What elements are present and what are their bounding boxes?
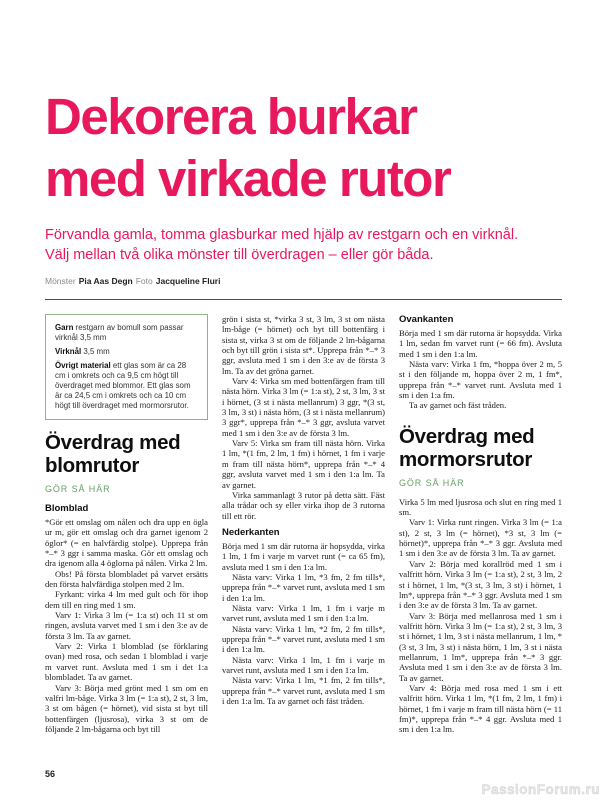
intro-text <box>45 226 562 265</box>
body-text-col1 <box>45 517 208 734</box>
body-paragraph: *Gör ett omslag om nålen och dra upp en ögla ur m, gör ett omslag och dra garnet igenom 2 öglor* (= en halvfärdig stolpe). Upprepa från *–* 3 ggr i samma maska. Gör ett omslag och dra igenom alla 4 öglorna på nålen. Virka 2 lm. <box>45 517 208 569</box>
body-text-mormorsrutor <box>399 497 562 735</box>
credit-pattern-name: Pia Aas Degn <box>78 276 133 286</box>
page-content <box>0 86 604 737</box>
materials-item <box>55 347 198 357</box>
body-paragraph: Virka 5 lm med ljusrosa och slut en ring med 1 sm. <box>399 496 562 518</box>
body-text-ovankanten <box>399 328 562 411</box>
section-heading-mormorsrutor: Överdrag med mormorsrutor <box>399 424 535 471</box>
subhead-nederkanten: Nederkanten <box>222 526 280 538</box>
body-paragraph: Varv 5: Virka sm fram till nästa hörn. Virka 1 lm, *(1 fm, 2 lm, 1 fm) i hörnet, 1 fm i varje m fram till nästa hörn*, upprepa från *–* 4 ggr, avsluta varvet med 1 sm i den 1:a lm. Ta av garnet. <box>222 438 385 490</box>
body-paragraph: Varv 1: Virka runt ringen. Virka 3 lm (= 1:a st), 2 st, 3 lm (= hörnet), *3 st, 3 lm (= hörnet)*, upprepa från *–* 3 ggr. Avsluta med 1 sm i den 3:e av de första 3 lm. Ta av garnet. <box>399 517 562 559</box>
body-paragraph: Nästa varv: Virka 1 fm, *hoppa över 2 m, 5 st i den följande m, hoppa över 2 m, 1 fm*, upprepa från *–* varvet runt. Avsluta med 1 sm i den 1:a fm. <box>399 359 562 401</box>
materials-box <box>45 314 208 420</box>
body-paragraph: Nästa varv: Virka 1 lm, 1 fm i varje m varvet runt, avsluta med 1 sm i den 1:a lm. <box>222 654 385 675</box>
body-paragraph: Varv 2: Virka 1 blomblad (se förklaring ovan) med rosa, och sedan 1 blomblad i varje m varvet runt. Avsluta med 1 sm i det 1:a blombladet. Ta av garnet. <box>45 641 208 683</box>
materials-item-label: Övrigt material <box>55 361 111 370</box>
body-paragraph: Varv 1: Virka 3 lm (= 1:a st) och 11 st om ringen, avsluta varvet med 1 sm i den 3:e av de första 3 lm. Ta av garnet. <box>45 610 208 641</box>
title-line-1: Dekorera burkar <box>45 88 417 145</box>
body-paragraph: Fyrkant: virka 4 lm med gult och för ihop dem till en ring med 1 sm. <box>45 589 208 610</box>
credit-photo-label: Foto <box>135 276 153 286</box>
body-text-col2 <box>222 314 385 521</box>
column-1 <box>45 314 208 737</box>
body-paragraph: Varv 3: Börja med grönt med 1 sm om en valfri lm-båge. Virka 3 lm (= 1:a st), 2 st, 3 lm, 3 st om bågen (= hörnet), vid sista st byt till bottenfärgen (ljusrosa), virka 3 st om de följande 2 lm-bågarna och byt till <box>45 682 208 734</box>
credit-pattern-label: Mönster <box>45 276 76 286</box>
section-heading-blomrutor: Överdrag med blomrutor <box>45 431 181 477</box>
watermark: PassionForum.ru <box>481 782 600 797</box>
materials-item-text: ett glas som är ca 28 cm i omkrets och ca 9,5 cm högt till överdraget med blommor. Ett glas som är ca 24,5 cm i omkrets och ca 10 cm högt till överdraget med mormorsrutor. <box>55 361 191 410</box>
text-columns <box>45 314 562 737</box>
page-number: 56 <box>45 769 56 779</box>
materials-item-text: 3,5 mm <box>83 347 110 356</box>
body-paragraph: Virka sammanlagt 3 rutor på detta sätt. Fäst alla trådar och sy eller virka ihop de 3 rutorna till ett rör. <box>222 489 385 521</box>
body-paragraph: grön i sista st, *virka 3 st, 3 lm, 3 st om nästa lm-båge (= hörnet) och byt till bottenfärg i sista st, virka 3 st om de följande 2 lm-bågarna och byt till grön i sista st*. Upprepa från *–* 3 ggr, avsluta med 1 sm i den 3:e av de första 3 lm. Ta av det gröna garnet. <box>222 314 385 376</box>
body-paragraph: Varv 4: Virka sm med bottenfärgen fram till nästa hörn. Virka 3 lm (= 1:a st), 2 st, 3 lm, 3 st i hörnet, (3 st i nästa mellanrum) 3 ggr, *(3 st, 3 lm, 3 st) i nästa hörn, (3 st i nästa mellanrum) 3 ggr*, upprepa från *–* 3 ggr, avsluta varvet med 1 sm i den 3:e av de första 3 lm. <box>222 376 386 438</box>
gor-sa-har-label-1: GÖR SÅ HÄR <box>45 484 111 494</box>
intro-line-2: Välj mellan två olika mönster till överdragen – eller gör båda. <box>45 246 434 263</box>
body-paragraph: Nästa varv: Virka 1 lm, *1 fm, 2 fm tills*, upprepa från *–* varvet runt, avsluta med 1 sm i den 1:a lm. Ta av garnet och fäst tråden. <box>222 675 385 707</box>
materials-item <box>55 323 198 343</box>
body-text-nederkanten <box>222 541 385 707</box>
subhead-blomblad: Blomblad <box>45 503 89 514</box>
title-line-2: med virkade rutor <box>45 150 451 207</box>
materials-item-label: Garn <box>55 323 74 332</box>
body-paragraph: Obs! På första blombladet på varvet ersätts den första halvfärdiga stolpen med 2 lm. <box>45 568 208 590</box>
materials-item-text: restgarn av bomull som passar virknål 3,5 mm <box>55 323 184 342</box>
body-paragraph: Varv 2: Börja med korallröd med 1 sm i valfritt hörn. Virka 3 lm (= 1:a st), 2 st, 3 lm, 2 st i hörnet, 1 lm, *(3 st, 3 lm, 3 st) i hörnet, 1 lm*, upprepa från *–* 3 ggr. Avsluta med 1 sm i den 3:e av de första 3 lm. Ta av garnet. <box>399 558 562 611</box>
intro-line-1: Förvandla gamla, tomma glasburkar med hjälp av restgarn och en virknål. <box>45 227 519 243</box>
credit-photo-name: Jacqueline Fluri <box>155 276 221 286</box>
body-paragraph: Börja med 1 sm där rutorna är hopsydda, virka 1 lm, 1 fm i varje m varvet runt (= ca 65 fm), avsluta med 1 sm i den 1:a lm. <box>222 540 385 572</box>
materials-item <box>55 361 198 411</box>
column-3 <box>399 314 562 737</box>
body-paragraph: Ta av garnet och fäst tråden. <box>409 400 507 411</box>
materials-item-label: Virknål <box>55 347 82 356</box>
body-paragraph: Nästa varv: Virka 1 lm, 1 fm i varje m varvet runt, avsluta med 1 sm i den 1:a lm. <box>222 602 385 624</box>
body-paragraph: Nästa varv: Virka 1 lm, *3 fm, 2 fm tills*, upprepa från *–* varvet runt, avsluta med 1 sm i den 1:a lm. <box>222 571 385 603</box>
page-title <box>45 86 562 210</box>
body-paragraph: Varv 3: Börja med mellanrosa med 1 sm i valfritt hörn. Virka 3 lm (= 1:a st), 2 st, 3 lm, 3 st i hörnet, 1 lm, 3 st i nästa mellanrum, 1 lm, *(3 st, 3 lm, 3 st) i nästa hörn, 1 lm, 3 st i nästa mellanrum, 1 lm*, upprepa från *–* 3 ggr. Avsluta med 1 sm i den 3:e av de första 3 lm. Ta av garnet. <box>399 610 562 683</box>
body-paragraph: Nästa varv: Virka 1 lm, *2 fm, 2 fm tills*, upprepa från *–* varvet runt, avsluta med 1 sm i den 1:a lm. <box>222 623 385 655</box>
body-paragraph: Varv 4: Börja med rosa med 1 sm i ett valfritt hörn. Virka 1 lm, *(1 fm, 2 lm, 1 fm) i hörnet, 1 fm i varje m fram till nästa hörn (= 11 fm)*, upprepa från *–* 4 ggr. Avsluta med 1 sm i den 1:a lm. <box>399 682 562 735</box>
gor-sa-har-label-2: GÖR SÅ HÄR <box>399 477 465 488</box>
header-divider <box>45 299 562 300</box>
column-2 <box>222 314 385 737</box>
subhead-ovankanten: Ovankanten <box>399 314 454 325</box>
body-paragraph: Börja med 1 sm där rutorna är hopsydda. Virka 1 lm, sedan fm varvet runt (= 66 fm). Avsluta med 1 sm i den 1:a lm. <box>399 328 562 359</box>
credit-line <box>45 276 562 286</box>
